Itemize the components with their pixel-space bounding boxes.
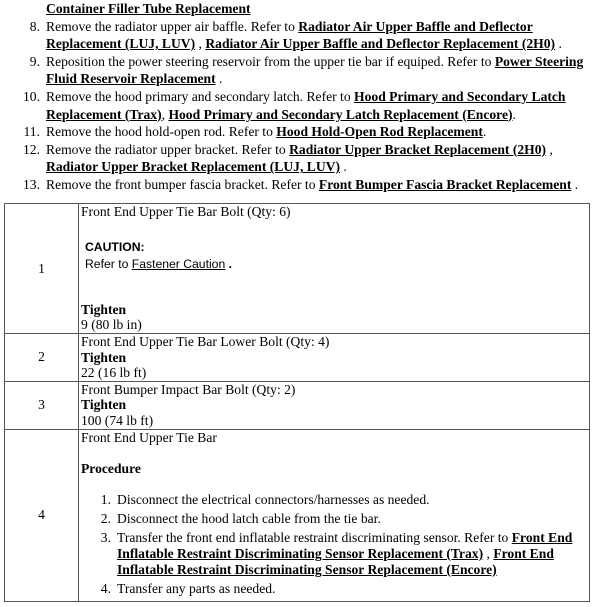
caution-title: CAUTION: — [85, 239, 145, 254]
container-filler-tube-link[interactable]: Container Filler Tube Replacement — [46, 1, 251, 16]
procedure-steps — [4, 0, 592, 194]
procedure-number: 1. — [100, 491, 111, 507]
row-content — [79, 204, 590, 334]
step-text: . — [340, 159, 347, 175]
row-content — [79, 381, 590, 429]
reference-link[interactable]: Front End — [493, 545, 554, 561]
procedure-content — [117, 511, 381, 527]
step-text: , — [161, 106, 169, 122]
step-content — [46, 158, 347, 176]
step-line — [4, 106, 592, 124]
procedure-number: 4. — [100, 580, 111, 596]
row-number: 4 — [5, 429, 79, 601]
step-line — [4, 18, 592, 36]
reference-link[interactable]: Replacement (LUJ, LUV) — [46, 36, 196, 52]
caution-box — [81, 239, 589, 273]
procedure-content — [117, 562, 497, 578]
procedure-line — [81, 492, 589, 508]
step-list — [4, 18, 592, 194]
step-line — [4, 141, 592, 159]
step-number: 8. — [29, 18, 40, 34]
step-text: Remove the radiator upper air baffle. Refer to — [46, 18, 299, 34]
procedure-line — [81, 581, 589, 597]
row-number: 3 — [5, 381, 79, 429]
step-text: Reposition the power steering reservoir from the upper tie bar if equiped. Refer to — [46, 53, 495, 69]
header-link-line — [4, 0, 592, 18]
tighten-label: Tighten — [81, 349, 127, 365]
step-text: Disconnect the hood latch cable from the tie bar. — [117, 510, 381, 526]
torque-table — [4, 203, 590, 602]
component-name: Front End Upper Tie Bar — [81, 429, 217, 445]
reference-link[interactable]: Power Steering — [494, 53, 584, 69]
procedure-content — [117, 492, 430, 508]
procedure-number — [81, 562, 117, 578]
component-name: Front End Upper Tie Bar Lower Bolt (Qty: 4) — [81, 334, 330, 349]
procedure-line — [81, 562, 589, 578]
step-content — [46, 18, 533, 36]
step-text: , — [546, 141, 553, 157]
caution-prefix: Refer to — [85, 256, 132, 271]
procedure-line — [81, 511, 589, 527]
torque-value: 22 (16 lb ft) — [81, 365, 147, 381]
step-content — [46, 106, 516, 124]
table-row — [5, 334, 590, 382]
reference-link[interactable]: Radiator Upper Bracket Replacement (LUJ, LUV) — [46, 159, 340, 175]
reference-link[interactable]: Hood Hold-Open Rod Replacement — [276, 124, 483, 140]
table-row — [5, 381, 590, 429]
step-content — [46, 70, 222, 88]
step-line — [4, 123, 592, 141]
torque-value: 9 (80 lb in) — [81, 317, 142, 333]
procedure-content — [117, 581, 275, 597]
procedure-line — [81, 546, 589, 562]
step-number: 9. — [29, 53, 40, 69]
reference-link[interactable]: Hood Primary and Secondary Latch Replacement (Encore) — [168, 106, 513, 122]
step-number — [4, 35, 46, 53]
reference-link[interactable]: Radiator Upper Bracket Replacement (2H0) — [289, 141, 547, 157]
procedure-number: 2. — [100, 510, 111, 526]
row-number: 1 — [5, 204, 79, 334]
row-content — [79, 334, 590, 382]
step-number — [4, 106, 46, 124]
component-name: Front End Upper Tie Bar Bolt (Qty: 6) — [81, 204, 291, 219]
step-number: 12. — [23, 141, 40, 157]
reference-link[interactable]: Hood Primary and Secondary Latch — [354, 88, 566, 104]
reference-link[interactable]: Front End — [511, 529, 573, 545]
step-line — [4, 70, 592, 88]
step-text: . — [555, 36, 562, 52]
step-text: Remove the hood primary and secondary latch. Refer to — [46, 88, 355, 104]
step-line — [4, 88, 592, 106]
step-text: Remove the hood hold-open rod. Refer to — [46, 124, 277, 140]
step-line — [4, 35, 592, 53]
table-row — [5, 204, 590, 334]
reference-link[interactable]: Front Bumper Fascia Bracket Replacement — [318, 176, 572, 192]
fastener-caution-link[interactable]: Fastener Caution — [131, 256, 226, 271]
row-number: 2 — [5, 334, 79, 382]
procedure-number: 3. — [100, 529, 111, 545]
reference-link[interactable]: Radiator Air Upper Baffle and Deflector Replacement (2H0) — [205, 36, 556, 52]
reference-link[interactable]: Replacement (Trax) — [46, 106, 162, 122]
step-content — [46, 53, 583, 71]
procedure-content — [117, 546, 554, 562]
table-row — [5, 429, 590, 601]
reference-link[interactable]: Fluid Reservoir Replacement — [46, 71, 216, 87]
torque-value: 100 (74 lb ft) — [81, 412, 154, 428]
step-text: Transfer the front end inflatable restraint discriminating sensor. Refer to — [117, 529, 512, 545]
step-number: 11. — [23, 124, 40, 140]
step-number: 13. — [23, 176, 40, 192]
reference-link[interactable]: Radiator Air Upper Baffle and Deflector — [298, 18, 533, 34]
step-text: . — [571, 176, 579, 192]
step-text: Transfer any parts as needed. — [117, 580, 276, 596]
caution-text — [85, 256, 589, 273]
step-number — [4, 158, 46, 176]
tighten-label: Tighten — [81, 301, 127, 317]
step-line — [4, 176, 592, 194]
step-line — [4, 158, 592, 176]
step-text: Remove the radiator upper bracket. Refer to — [46, 141, 290, 157]
step-content — [46, 123, 486, 141]
step-text: , — [483, 545, 494, 561]
reference-link[interactable]: Inflatable Restraint Discriminating Sensor Replacement (Trax) — [117, 545, 484, 561]
step-content — [46, 88, 566, 106]
step-number: 10. — [23, 88, 40, 104]
tighten-label: Tighten — [81, 397, 127, 413]
procedure-list — [81, 492, 589, 600]
procedure-content — [117, 530, 572, 546]
component-name: Front Bumper Impact Bar Bolt (Qty: 2) — [81, 381, 296, 397]
step-text: , — [195, 36, 206, 52]
procedure-line — [81, 530, 589, 546]
procedure-heading: Procedure — [81, 461, 141, 477]
step-content — [46, 141, 553, 159]
row-content — [79, 429, 590, 601]
procedure-number — [81, 546, 117, 562]
step-text: Remove the front bumper fascia bracket. Refer to — [46, 176, 319, 192]
step-text: . — [215, 71, 223, 87]
step-number — [4, 70, 46, 88]
step-line — [4, 53, 592, 71]
reference-link[interactable]: Inflatable Restraint Discriminating Sensor Replacement (Encore) — [117, 561, 497, 577]
step-text: . — [512, 106, 516, 122]
caution-suffix: . — [225, 256, 233, 271]
step-content — [46, 35, 562, 53]
step-text: . — [482, 124, 487, 140]
step-content — [46, 176, 578, 194]
step-text: Disconnect the electrical connectors/harnesses as needed. — [117, 491, 430, 507]
